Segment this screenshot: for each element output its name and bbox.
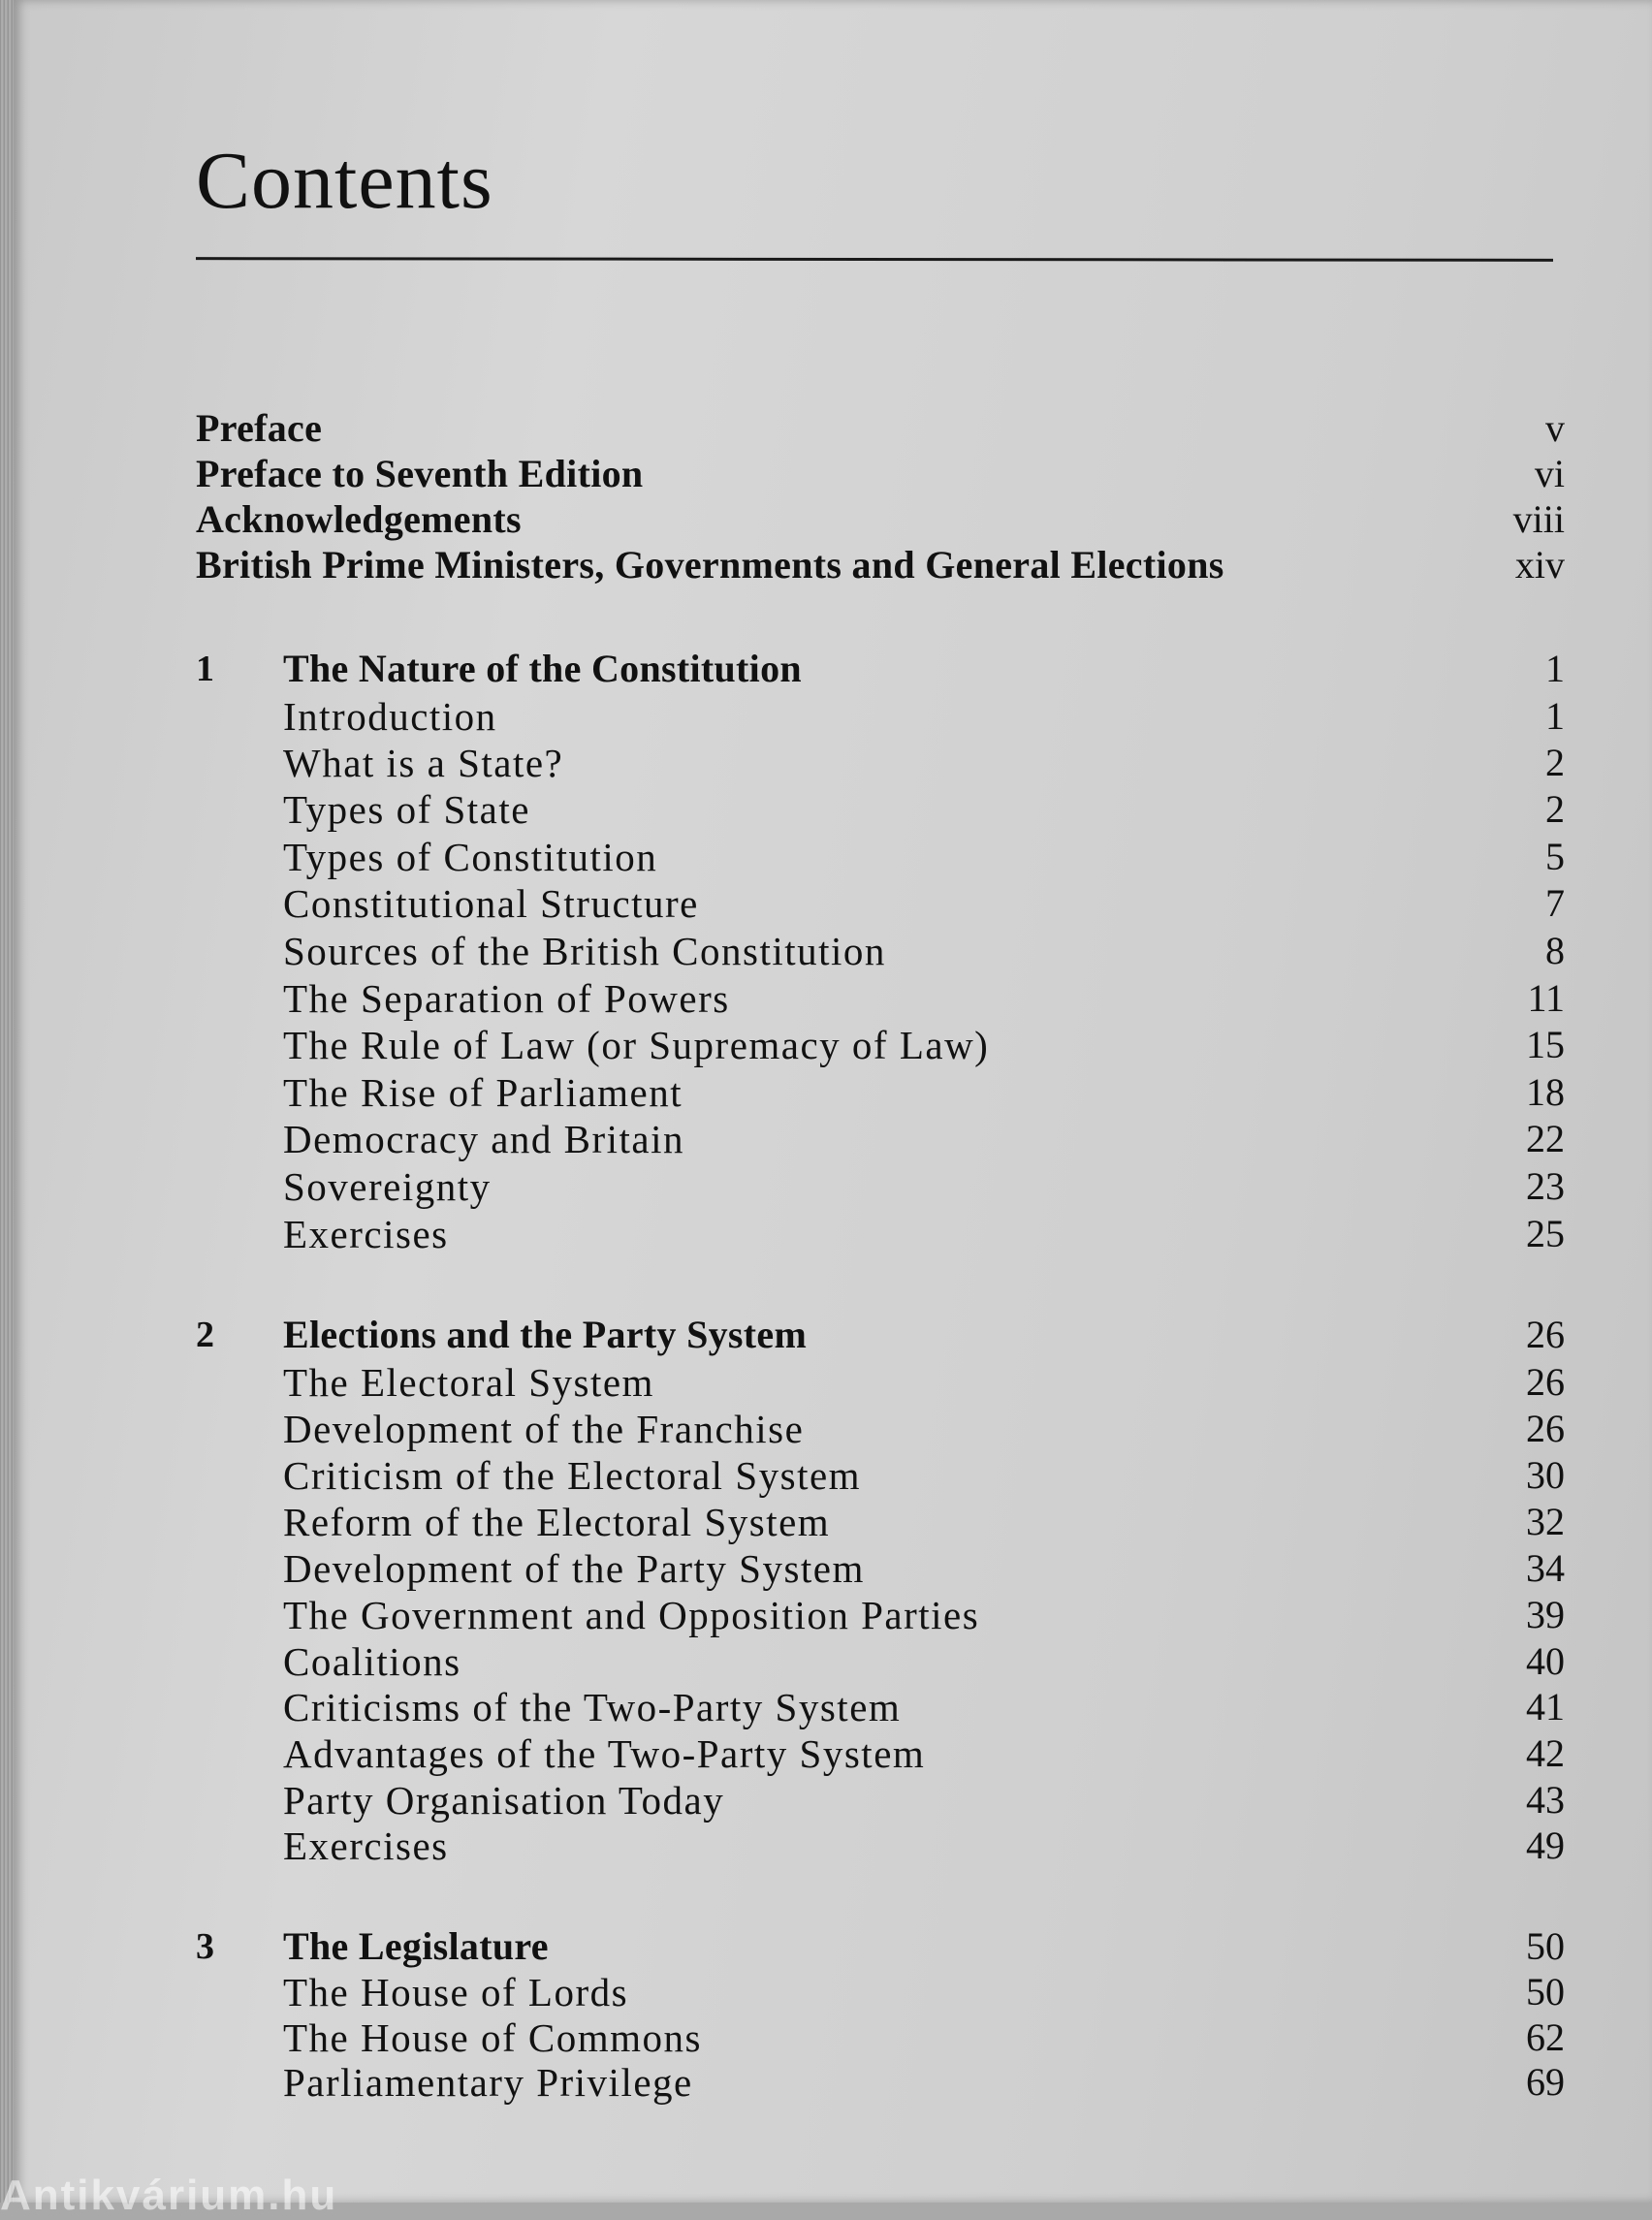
chapter-title: Elections and the Party System bbox=[283, 1313, 808, 1356]
toc-page-number: 50 bbox=[1526, 1970, 1565, 2014]
toc-section-entry bbox=[196, 2059, 1565, 2106]
toc-entry-label: Preface bbox=[196, 406, 323, 450]
toc-section-entry bbox=[196, 1406, 1565, 1452]
toc-entry-label: Party Organisation Today bbox=[283, 1778, 725, 1823]
toc-entry-label: Coalitions bbox=[283, 1639, 461, 1684]
toc-section-entry bbox=[196, 1684, 1565, 1730]
toc-page-number: 22 bbox=[1526, 1117, 1565, 1160]
toc-entry-label: British Prime Ministers, Governments and General Elections bbox=[196, 543, 1224, 587]
toc-page-number: xiv bbox=[1514, 543, 1565, 587]
toc-section-entry bbox=[196, 1022, 1565, 1068]
toc-page-number: 39 bbox=[1526, 1593, 1565, 1636]
book-page bbox=[14, 0, 1652, 2203]
toc-page-number: 41 bbox=[1526, 1685, 1565, 1728]
toc-section-entry bbox=[196, 1211, 1565, 1257]
toc-section-entry bbox=[196, 1163, 1565, 1210]
toc-entry-label: The Government and Opposition Parties bbox=[283, 1593, 980, 1637]
toc-page-number: 25 bbox=[1526, 1212, 1565, 1255]
toc-entry-label: Advantages of the Two-Party System bbox=[283, 1731, 926, 1776]
toc-entry-label: Acknowledgements bbox=[196, 497, 522, 541]
toc-page-number: 69 bbox=[1526, 2060, 1565, 2104]
toc-section-entry bbox=[196, 880, 1565, 927]
toc-entry-label: The Rule of Law (or Supremacy of Law) bbox=[283, 1023, 990, 1067]
toc-page-number: 7 bbox=[1545, 881, 1565, 925]
toc-page-number: viii bbox=[1512, 497, 1565, 541]
toc-section-entry bbox=[196, 1116, 1565, 1162]
toc-page-number: 23 bbox=[1526, 1164, 1565, 1208]
toc-page-number: 34 bbox=[1526, 1546, 1565, 1590]
toc-section-entry bbox=[196, 1592, 1565, 1638]
title-rule bbox=[196, 257, 1553, 262]
toc-chapter-heading bbox=[196, 646, 1565, 692]
toc-page-number: vi bbox=[1534, 452, 1565, 495]
toc-section-entry bbox=[196, 975, 1565, 1022]
toc-page-number: 2 bbox=[1545, 787, 1565, 831]
toc-section-entry bbox=[196, 1452, 1565, 1499]
book-gutter-edge bbox=[0, 0, 14, 2203]
chapter-title: The Nature of the Constitution bbox=[283, 647, 802, 690]
toc-section-entry bbox=[196, 1638, 1565, 1685]
toc-section-entry bbox=[196, 1499, 1565, 1545]
chapter-title: The Legislature bbox=[283, 1924, 549, 1968]
toc-section-entry bbox=[196, 1730, 1565, 1777]
toc-page-number: 15 bbox=[1526, 1023, 1565, 1066]
toc-entry-label: Types of State bbox=[283, 787, 530, 832]
toc-page-number: 11 bbox=[1527, 976, 1565, 1020]
toc-entry-label: Sources of the British Constitution bbox=[283, 929, 886, 973]
toc-page-number: 30 bbox=[1526, 1453, 1565, 1497]
toc-section-entry bbox=[196, 1069, 1565, 1116]
toc-section-entry bbox=[196, 693, 1565, 740]
toc-entry-label: Constitutional Structure bbox=[283, 881, 699, 926]
toc-entry-label: Criticism of the Electoral System bbox=[283, 1453, 862, 1498]
page-title: Contents bbox=[196, 136, 493, 226]
toc-front-entry bbox=[196, 496, 1565, 543]
toc-page-number: 42 bbox=[1526, 1731, 1565, 1775]
toc-page-number: 18 bbox=[1526, 1070, 1565, 1114]
toc-entry-label: The Separation of Powers bbox=[283, 976, 730, 1021]
toc-entry-label: Development of the Party System bbox=[283, 1546, 865, 1591]
toc-page-number: 2 bbox=[1545, 741, 1565, 784]
toc-page-number: 1 bbox=[1545, 647, 1565, 690]
toc-page-number: 50 bbox=[1526, 1924, 1565, 1968]
toc-entry-label: Introduction bbox=[283, 694, 497, 739]
toc-entry-label: What is a State? bbox=[283, 741, 564, 785]
toc-section-entry bbox=[196, 1969, 1565, 2015]
toc-entry-label: Reform of the Electoral System bbox=[283, 1500, 831, 1544]
toc-page-number: 5 bbox=[1545, 835, 1565, 878]
toc-page-number: 49 bbox=[1526, 1824, 1565, 1867]
toc-entry-label: Parliamentary Privilege bbox=[283, 2060, 693, 2105]
toc-entry-label: Preface to Seventh Edition bbox=[196, 452, 644, 495]
toc-chapter-heading bbox=[196, 1312, 1565, 1358]
toc-entry-label: The House of Commons bbox=[283, 2015, 702, 2060]
toc-section-entry bbox=[196, 928, 1565, 974]
toc-entry-label: Development of the Franchise bbox=[283, 1407, 805, 1451]
toc-entry-label: Criticisms of the Two-Party System bbox=[283, 1685, 902, 1729]
toc-section-entry bbox=[196, 786, 1565, 833]
toc-entry-label: The Rise of Parliament bbox=[283, 1070, 683, 1115]
toc-section-entry bbox=[196, 1359, 1565, 1406]
toc-front-entry bbox=[196, 542, 1565, 588]
toc-entry-label: Exercises bbox=[283, 1212, 449, 1256]
toc-page-number: 8 bbox=[1545, 929, 1565, 972]
toc-page-number: 32 bbox=[1526, 1500, 1565, 1543]
toc-section-entry bbox=[196, 1777, 1565, 1824]
chapter-number: 3 bbox=[196, 1926, 214, 1967]
toc-section-entry bbox=[196, 1545, 1565, 1592]
toc-entry-label: The House of Lords bbox=[283, 1970, 629, 2014]
toc-entry-label: Sovereignty bbox=[283, 1164, 492, 1209]
toc-entry-label: Types of Constitution bbox=[283, 835, 658, 879]
toc-page-number: 40 bbox=[1526, 1639, 1565, 1683]
toc-page-number: v bbox=[1545, 406, 1565, 450]
toc-entry-label: Democracy and Britain bbox=[283, 1117, 685, 1161]
chapter-number: 2 bbox=[196, 1315, 214, 1355]
toc-front-entry bbox=[196, 451, 1565, 497]
toc-page-number: 1 bbox=[1545, 694, 1565, 738]
toc-entry-label: The Electoral System bbox=[283, 1360, 654, 1405]
toc-section-entry bbox=[196, 1823, 1565, 1869]
toc-section-entry bbox=[196, 740, 1565, 786]
watermark: Antikvárium.hu bbox=[0, 2172, 338, 2219]
toc-section-entry bbox=[196, 834, 1565, 880]
toc-chapter-heading bbox=[196, 1923, 1565, 1970]
toc-page-number: 62 bbox=[1526, 2015, 1565, 2059]
toc-page-number: 26 bbox=[1526, 1313, 1565, 1356]
toc-section-entry bbox=[196, 2014, 1565, 2061]
chapter-number: 1 bbox=[196, 649, 214, 689]
toc-entry-label: Exercises bbox=[283, 1824, 449, 1868]
toc-page-number: 26 bbox=[1526, 1360, 1565, 1404]
toc-page-number: 43 bbox=[1526, 1778, 1565, 1822]
toc-front-entry bbox=[196, 405, 1565, 452]
toc-page-number: 26 bbox=[1526, 1407, 1565, 1450]
